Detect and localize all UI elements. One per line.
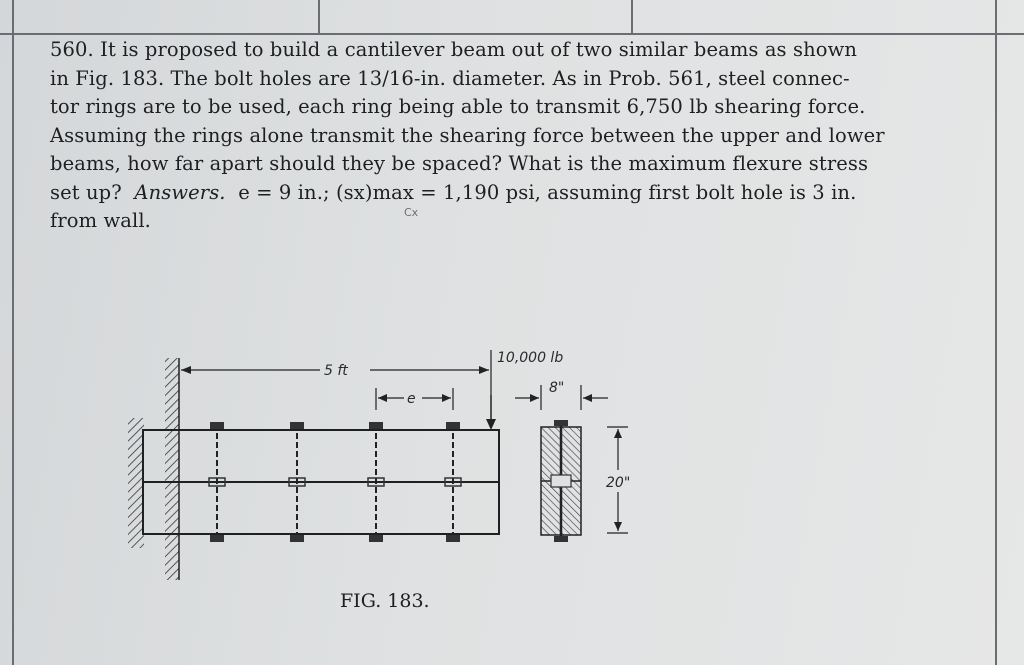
problem-line-4: Assuming the rings alone transmit the shearing force between the upper and lower (50, 123, 885, 147)
load-label: 10,000 lb (497, 350, 564, 366)
wall-upper-hatch (165, 358, 179, 580)
lower-beam (143, 482, 499, 534)
handwritten-note: Cx (404, 206, 419, 219)
wall (128, 358, 179, 580)
problem-number: 560. (50, 38, 94, 61)
cross-section (541, 420, 581, 542)
problem-line-1: 560. It is proposed to build a cantilever beam out of two similar beams as shown (50, 38, 858, 61)
spacing-dimension (376, 388, 453, 410)
spacing-label: e (407, 391, 416, 407)
problem-line-6: set up? Answers. e = 9 in.; (sx)max = 1,190 psi, assuming first bolt hole is 3 in. (50, 180, 857, 204)
section-ring (551, 475, 571, 487)
section-bolt-nut (554, 536, 568, 542)
section-bolt-head (554, 420, 568, 426)
figure-caption: FIG. 183. (340, 590, 430, 612)
width-label: 8" (549, 380, 565, 396)
span-label: 5 ft (324, 363, 348, 379)
upper-beam (143, 430, 499, 482)
width-dimension (515, 380, 608, 410)
answers-text: e = 9 in.; (sx)max = 1,190 psi, assuming first bolt hole is 3 in. (238, 180, 857, 204)
problem-line-5: beams, how far apart should they be spaced? What is the maximum flexure stress (50, 152, 869, 175)
answers-label: Answers. (134, 180, 226, 204)
span-dimension (181, 350, 491, 395)
problem-line-7: from wall. (50, 209, 151, 232)
depth-label: 20" (606, 475, 631, 491)
problem-line-2: in Fig. 183. The bolt holes are 13/16-in. diameter. As in Prob. 561, steel connec- (50, 66, 850, 90)
depth-dimension (606, 427, 630, 533)
wall-left-hatch (128, 418, 144, 548)
problem-line-3: tor rings are to be used, each ring being able to transmit 6,750 lb shearing force. (50, 95, 866, 118)
